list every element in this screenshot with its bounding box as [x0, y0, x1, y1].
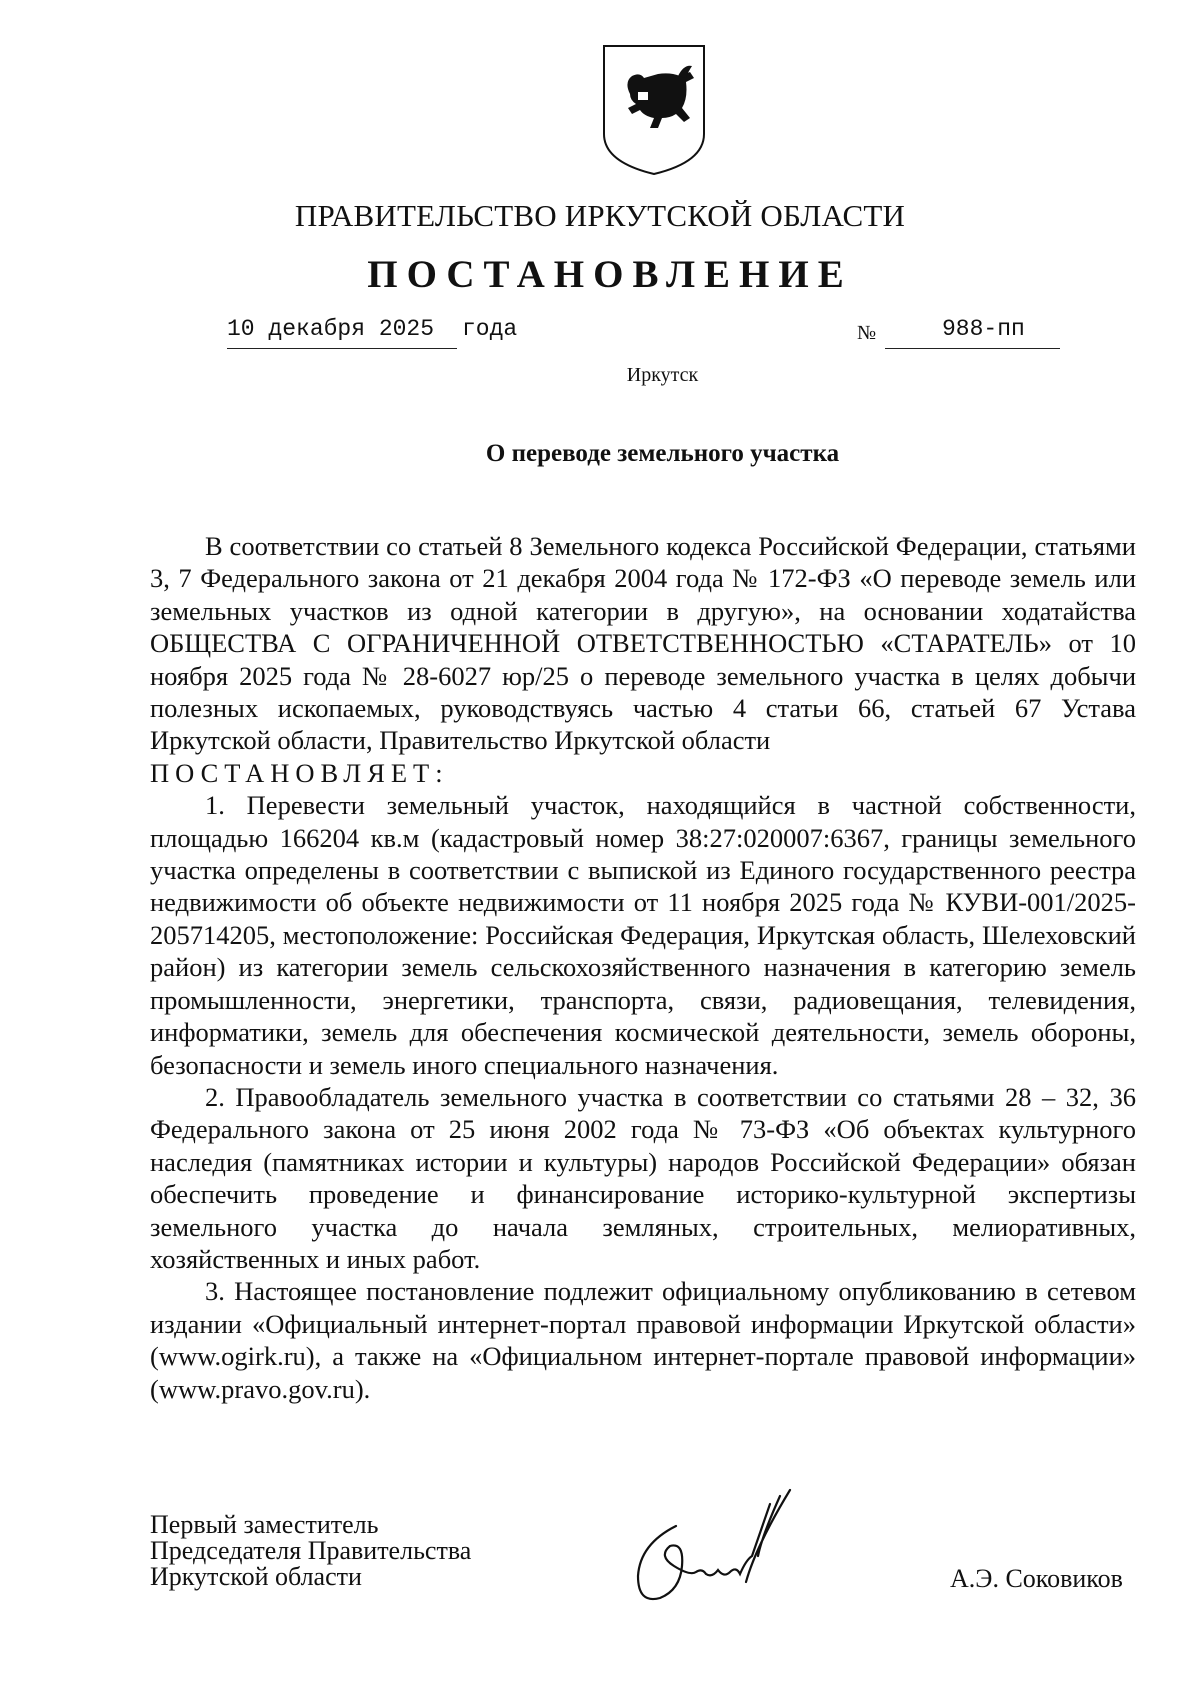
number-label: №: [857, 322, 877, 344]
coat-of-arms-emblem: [600, 42, 708, 178]
document-body: [150, 530, 1136, 1405]
document-type: ПОСТАНОВЛЕНИЕ: [367, 253, 853, 296]
city: Иркутск: [626, 364, 699, 386]
handwritten-signature: [630, 1486, 840, 1616]
item-3-paragraph: 3. Настоящее постановление подлежит официальному опубликованию в сетевом издании «Официальный интернет-портал правовой информации Иркутской области» (www.ogirk.ru), а также на «Официальном интернет-портале правовой информации» (www.pravo.gov.ru).: [150, 1276, 1136, 1404]
government-name: ПРАВИТЕЛЬСТВО ИРКУТСКОЙ ОБЛАСТИ: [294, 198, 906, 233]
signatory-name: А.Э. Соковиков: [950, 1564, 1123, 1593]
item-1-paragraph: 1. Перевести земельный участок, находящийся в частной собственности, площадью 166204 кв.м (кадастровый номер 38:27:020007:6367, границы земельного участка определены в соответствии с выпиской из Единого государственного реестра недвижимости об объекте недвижимости от 11 ноября 2025 года № КУВИ-001/2025-205714205, местоположение: Российская Федерация, Иркутская область, Шелеховский район) из категории земель сельскохозяйственного назначения в категорию земель промышленности, энергетики, транспорта, связи, радиовещания, телевидения, информатики, земель для обеспечения космической деятельности, земель обороны, безопасности и земель иного специального назначения.: [150, 790, 1136, 1080]
signatory-title-line: Председателя Правительства: [150, 1536, 472, 1565]
preamble-paragraph: В соответствии со статьей 8 Земельного кодекса Российской Федерации, статьями 3, 7 Федерального закона от 21 декабря 2004 года № 172-ФЗ «О переводе земель или земельных участков из одной категории в другую», на основании ходатайства ОБЩЕСТВА С ОГРАНИЧЕННОЙ ОТВЕТСТВЕННОСТЬЮ «СТАРАТЕЛЬ» от 10 ноября 2025 года № 28-6027 юр/25 о переводе земельного участка в целях добычи полезных ископаемых, руководствуясь частью 4 статьи 66, статьей 67 Устава Иркутской области, Правительство Иркутской области: [150, 531, 1136, 756]
document-title: О переводе земельного участка: [485, 440, 840, 467]
date-suffix: года: [462, 316, 518, 342]
signatory-title-line: Иркутской области: [150, 1562, 362, 1591]
resolves-word: ПОСТАНОВЛЯЕТ:: [150, 757, 449, 788]
document-number: 988-пп: [942, 316, 1025, 342]
signatory-title: [150, 1512, 471, 1590]
document-date: 10 декабря 2025: [227, 316, 435, 342]
signatory-title-line: Первый заместитель: [150, 1510, 379, 1539]
item-2-paragraph: 2. Правообладатель земельного участка в соответствии со статьями 28 – 32, 36 Федерального закона от 25 июня 2002 года № 73-ФЗ «Об объектах культурного наследия (памятниках истории и культуры) народов Российской Федерации» обязан обеспечить проведение и финансирование историко-культурной экспертизы земельного участка до начала земляных, строительных, мелиоративных, хозяйственных и иных работ.: [150, 1081, 1136, 1274]
